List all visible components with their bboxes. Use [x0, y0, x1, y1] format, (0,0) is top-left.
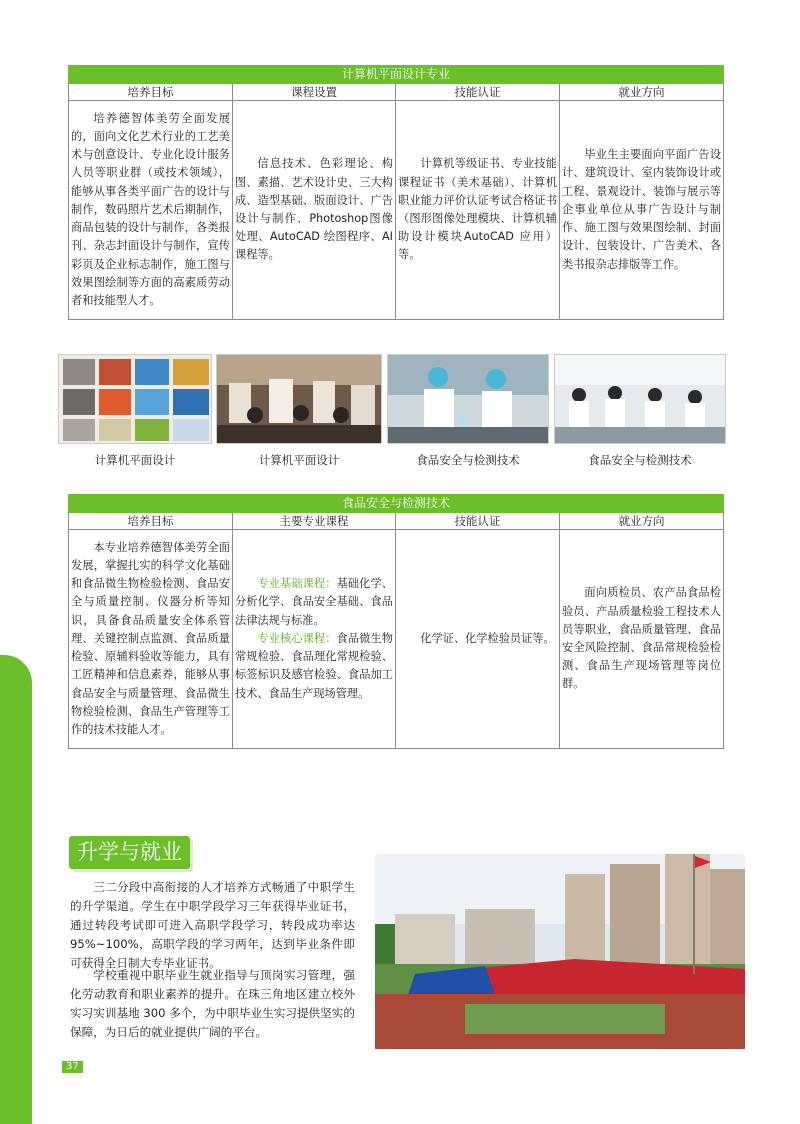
header-courses: 课程设置 — [233, 84, 396, 101]
caption-3: 食品安全与检测技术 — [416, 453, 520, 467]
caption-1: 计算机平面设计 — [94, 453, 176, 467]
basic-course-text: 基础化学、分析化学、食品安全基础、食品法律法规与标准。 — [235, 577, 393, 627]
header-jobs: 就业方向 — [560, 84, 724, 101]
photo-lab-class — [554, 354, 726, 444]
section-title: 升学与就业 — [69, 836, 190, 869]
header-courses: 主要专业课程 — [233, 513, 396, 530]
core-course-text: 食品微生物常规检验、食品理化常规检验、标签标识及感官检验、食品加工技术、食品生产现场管理。 — [235, 631, 393, 700]
caption-4: 食品安全与检测技术 — [588, 453, 692, 467]
header-certs: 技能认证 — [396, 513, 560, 530]
cell-courses: 信息技术、色彩理论、构图、素描、艺术设计史、三大构成、造型基础、版面设计、广告设计与制作、Photoshop图像处理、AutoCAD 绘图程序、AI 课程等。 — [233, 101, 396, 320]
basic-course-label: 专业基础课程： — [257, 577, 337, 591]
photo-lab-students — [387, 354, 549, 444]
core-course-label: 专业核心课程： — [257, 631, 337, 645]
header-goal: 培养目标 — [69, 84, 233, 101]
table-food-safety — [68, 494, 724, 749]
table-computer-graphic-design — [68, 65, 724, 320]
header-certs: 技能认证 — [396, 84, 560, 101]
cell-certs: 化学证、化学检验员证等。 — [396, 530, 560, 749]
table-title: 食品安全与检测技术 — [69, 495, 724, 513]
paragraph-2: 学校重视中职毕业生就业指导与顶岗实习管理，强化劳动教育和职业素养的提升。在珠三角地区建立校外实习实训基地 300 多个，为中职毕业生实习提供坚实的保障，为日后的就业提供广阔的平台。 — [70, 968, 355, 1039]
cell-certs: 计算机等级证书、专业技能课程证书（美术基础）、计算机职业能力评价认证考试合格证书（图形图像处理模块、计算机辅助设计模块AutoCAD 应用）等。 — [396, 101, 560, 320]
photo-drawing-class — [216, 354, 382, 444]
cell-jobs: 毕业生主要面向平面广告设计、建筑设计、室内装饰设计或工程、景观设计、装饰与展示等企事业单位从事广告设计与制作、施工图与效果图绘制、封面设计、包装设计、广告美术、各类书报杂志排版等工作。 — [560, 101, 724, 320]
photo-design-artworks — [58, 354, 212, 444]
paragraph-1: 三二分段中高衔接的人才培养方式畅通了中职学生的升学渠道。学生在中职学段学习三年获得毕业证书，通过转段考试即可进入高职学段学习，转段成功率达 95%~100%，高职学段的学习两年，达到毕业条件即可获得全日制大专毕业证书。 — [70, 880, 355, 970]
page-number: 37 — [62, 1061, 83, 1073]
table-title: 计算机平面设计专业 — [69, 66, 724, 84]
cell-courses — [233, 530, 396, 749]
header-goal: 培养目标 — [69, 513, 233, 530]
cell-jobs: 面向质检员、农产品食品检验员、产品质量检验工程技术人员等职业，食品质量管理、食品安全风险控制、食品常规检验检测、食品生产现场管理等岗位群。 — [560, 530, 724, 749]
cell-goal: 培养德智体美劳全面发展的，面向文化艺术行业的工艺美术与创意设计、专业化设计服务人员等职业群（或技术领域），能够从事各类平面广告的设计与制作，数码照片艺术后期制作，商品包装的设计与制作，各类报刊、杂志封面设计与制作，宣传彩页及企业标志制作，施工图与效果图绘制等方面的高素质劳动者和技能型人才。 — [69, 101, 233, 320]
header-jobs: 就业方向 — [560, 513, 724, 530]
caption-2: 计算机平面设计 — [258, 453, 340, 467]
green-side-band — [0, 655, 32, 1124]
photo-campus-job-fair — [375, 854, 745, 1049]
cell-goal: 本专业培养德智体美劳全面发展，掌握扎实的科学文化基础和食品微生物检验检测、食品安全与质量控制、仪器分析等知识，具备食品质量安全体系管理、关键控制点监测、食品质量检验、原辅料验收等能力，具有工匠精神和信息素养，能够从事食品安全与质量管理、食品微生物检验检测、食品生产管理等工作的技术技能人才。 — [69, 530, 233, 749]
